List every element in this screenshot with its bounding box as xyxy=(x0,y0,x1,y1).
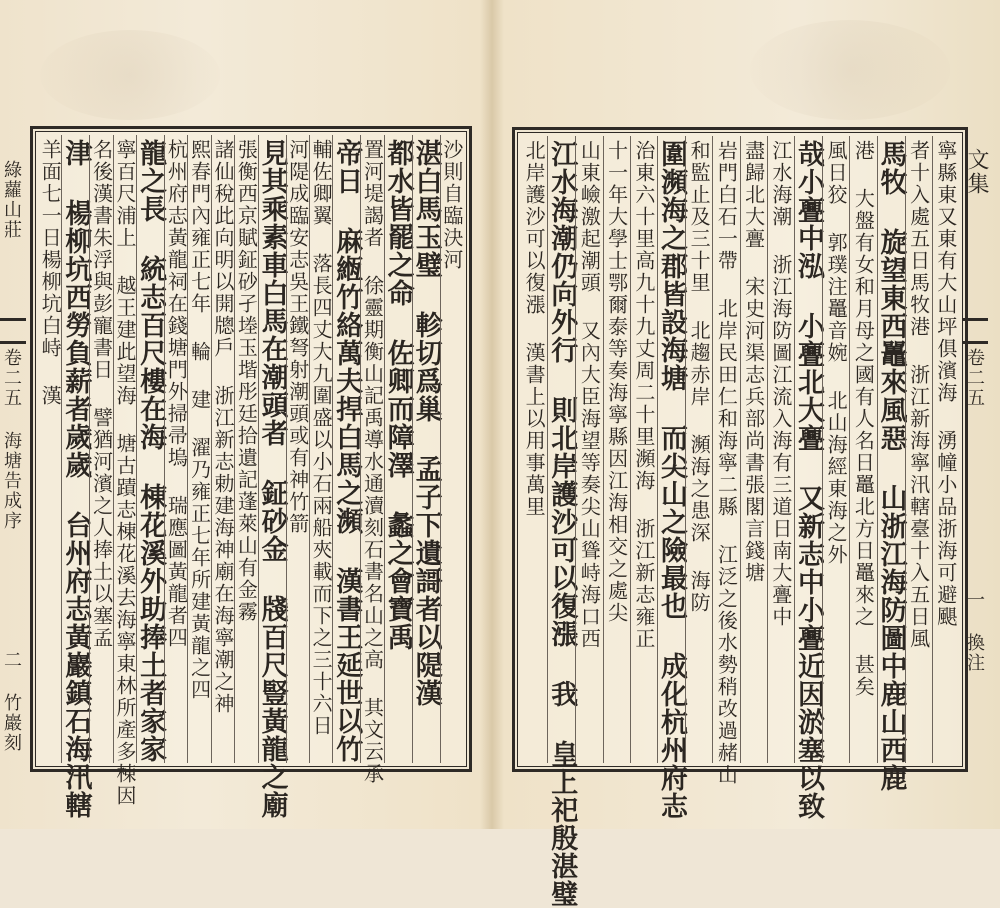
text-column: 津 楊柳坑西勞負薪者歲歲 台州府志黃巖鎮石海汛轄 xyxy=(61,135,89,763)
text-column: 龍之長 統志百尺樓在海 棟花溪外助捧土者家家 xyxy=(136,135,164,763)
text-column: 河隄成臨安志吳王鐵弩射潮頭或有神竹箭 xyxy=(286,135,309,763)
left-margin-title: 綠蘿山莊 xyxy=(1,160,22,240)
paper-stain xyxy=(750,20,950,120)
text-column: 羊面七一日楊柳坑白峙 漢 xyxy=(38,139,63,407)
text-column: 寧縣東又東有大山坪俱濱海 湧幢小品浙海可避颶 xyxy=(932,136,959,763)
text-column: 圍瀕海之郡皆設海塘 而尖山之險最也 成化杭州府志 xyxy=(657,136,685,763)
text-column: 名後漢書朱浮與彭寵書日 譬猶河濱之人捧土以塞孟 xyxy=(89,135,112,763)
right-columns xyxy=(521,136,959,908)
text-column: 輔佐卿翼 落長四丈大九圍盛以小石兩船夾載而下之三十六日 xyxy=(309,135,332,763)
left-fishtail-mark xyxy=(0,318,26,344)
text-column: 湛白馬玉璧 軫切爲巢 孟子下遺謌者以隄漢 xyxy=(412,135,440,763)
text-column: 江水海潮 浙江海防圖江流入海有三道日南大亹中 xyxy=(767,136,794,763)
text-column: 江水海潮仍向外行 則北岸護沙可以復漲 我 皇上祀殷湛璧 xyxy=(547,136,575,763)
text-column: 山東嶮激起潮頭 又內大臣海望等奏尖山聳峙海口西 xyxy=(575,136,602,763)
right-fishtail-mark xyxy=(962,318,988,344)
right-text-frame xyxy=(512,127,968,908)
left-margin-folio: 二 竹巖刻 xyxy=(1,650,22,753)
left-text-frame xyxy=(30,126,472,819)
right-page xyxy=(490,0,1000,908)
text-column: 和監止及三十里 北趨赤岸 瀕海之患深 海防 xyxy=(685,136,712,763)
text-column: 盡歸北大亹 宋史河渠志兵部尚書張閣言錢塘 xyxy=(740,136,767,763)
text-column: 治東六十里高九十九丈周二十里瀕海 浙江新志雍正 xyxy=(630,136,657,763)
text-column: 北岸護沙可以復漲 漢書上以用事萬里 xyxy=(522,140,547,518)
text-column: 岩門白石一帶 北岸民田仁和海寧二縣 江泛之後水勢稍改過赭山 xyxy=(712,136,739,763)
right-margin-volume: 卷二五 xyxy=(964,348,985,408)
text-column: 者十入處五日馬牧港 浙江新海寧汛轄臺十入五日風 xyxy=(905,136,932,763)
left-columns xyxy=(38,135,464,819)
text-column: 張衡西京賦鉦砂孑堘玉堦彤廷拾遺記蓬萊山有金霧 xyxy=(234,135,257,763)
text-column: 熙春門內雍正七年 輪 建 濯乃雍正七年所建黃龍之四 xyxy=(187,135,210,763)
text-column: 寧百尺浦上 越王建此望海 塘古蹟志棟花溪去海寧東林所產多棟因 xyxy=(113,135,136,763)
left-page xyxy=(0,0,490,829)
text-column: 風日狡 郭璞注鼉音婉 北山海經東海之外 xyxy=(822,136,849,763)
text-column: 十一年大學士鄂爾泰等奏海寧縣因江海相交之處尖 xyxy=(603,136,630,763)
text-column: 諸仙稅此向明以開牕戶 浙江新志勅建海神廟在海寧潮之神 xyxy=(211,135,234,763)
left-margin-volume: 卷二五 海塘告成序 xyxy=(1,348,22,531)
text-column: 馬牧 旋望東西鼉來風惡 山浙江海防圖中鹿山西鹿 xyxy=(877,136,905,763)
text-column: 哉小亹中泓 小亹北大亹 又新志中小亹近因淤塞以致 xyxy=(794,136,822,763)
text-column: 港 大盤有女和月母之國有人名日鼉北方日鼉來之 甚矣 xyxy=(849,136,876,763)
text-column: 置河堤謁者 徐靈期衡山記禹導水通瀆刻石書名山之高 其文云承 xyxy=(360,135,383,763)
text-column: 帝日 麻緪竹絡萬夫捍白馬之瀕 漢書王延世以竹 xyxy=(332,135,360,763)
text-column: 見其乘素車白馬在潮頭者 鉦砂金 牋百尺豎黃龍之廟 xyxy=(258,135,286,763)
text-column: 沙則自臨決河 xyxy=(440,135,463,763)
right-margin-folio: 一 換注 xyxy=(964,590,985,673)
text-column: 都水皆罷之命 佐卿而障澤 蠡之會寶禹 xyxy=(384,135,412,763)
paper-stain xyxy=(40,30,220,120)
text-column: 杭州府志黃龍祠在錢塘門外掃帚塢 瑞應圖黃龍者四 xyxy=(164,135,187,763)
right-margin-title: 文集 xyxy=(964,148,989,196)
